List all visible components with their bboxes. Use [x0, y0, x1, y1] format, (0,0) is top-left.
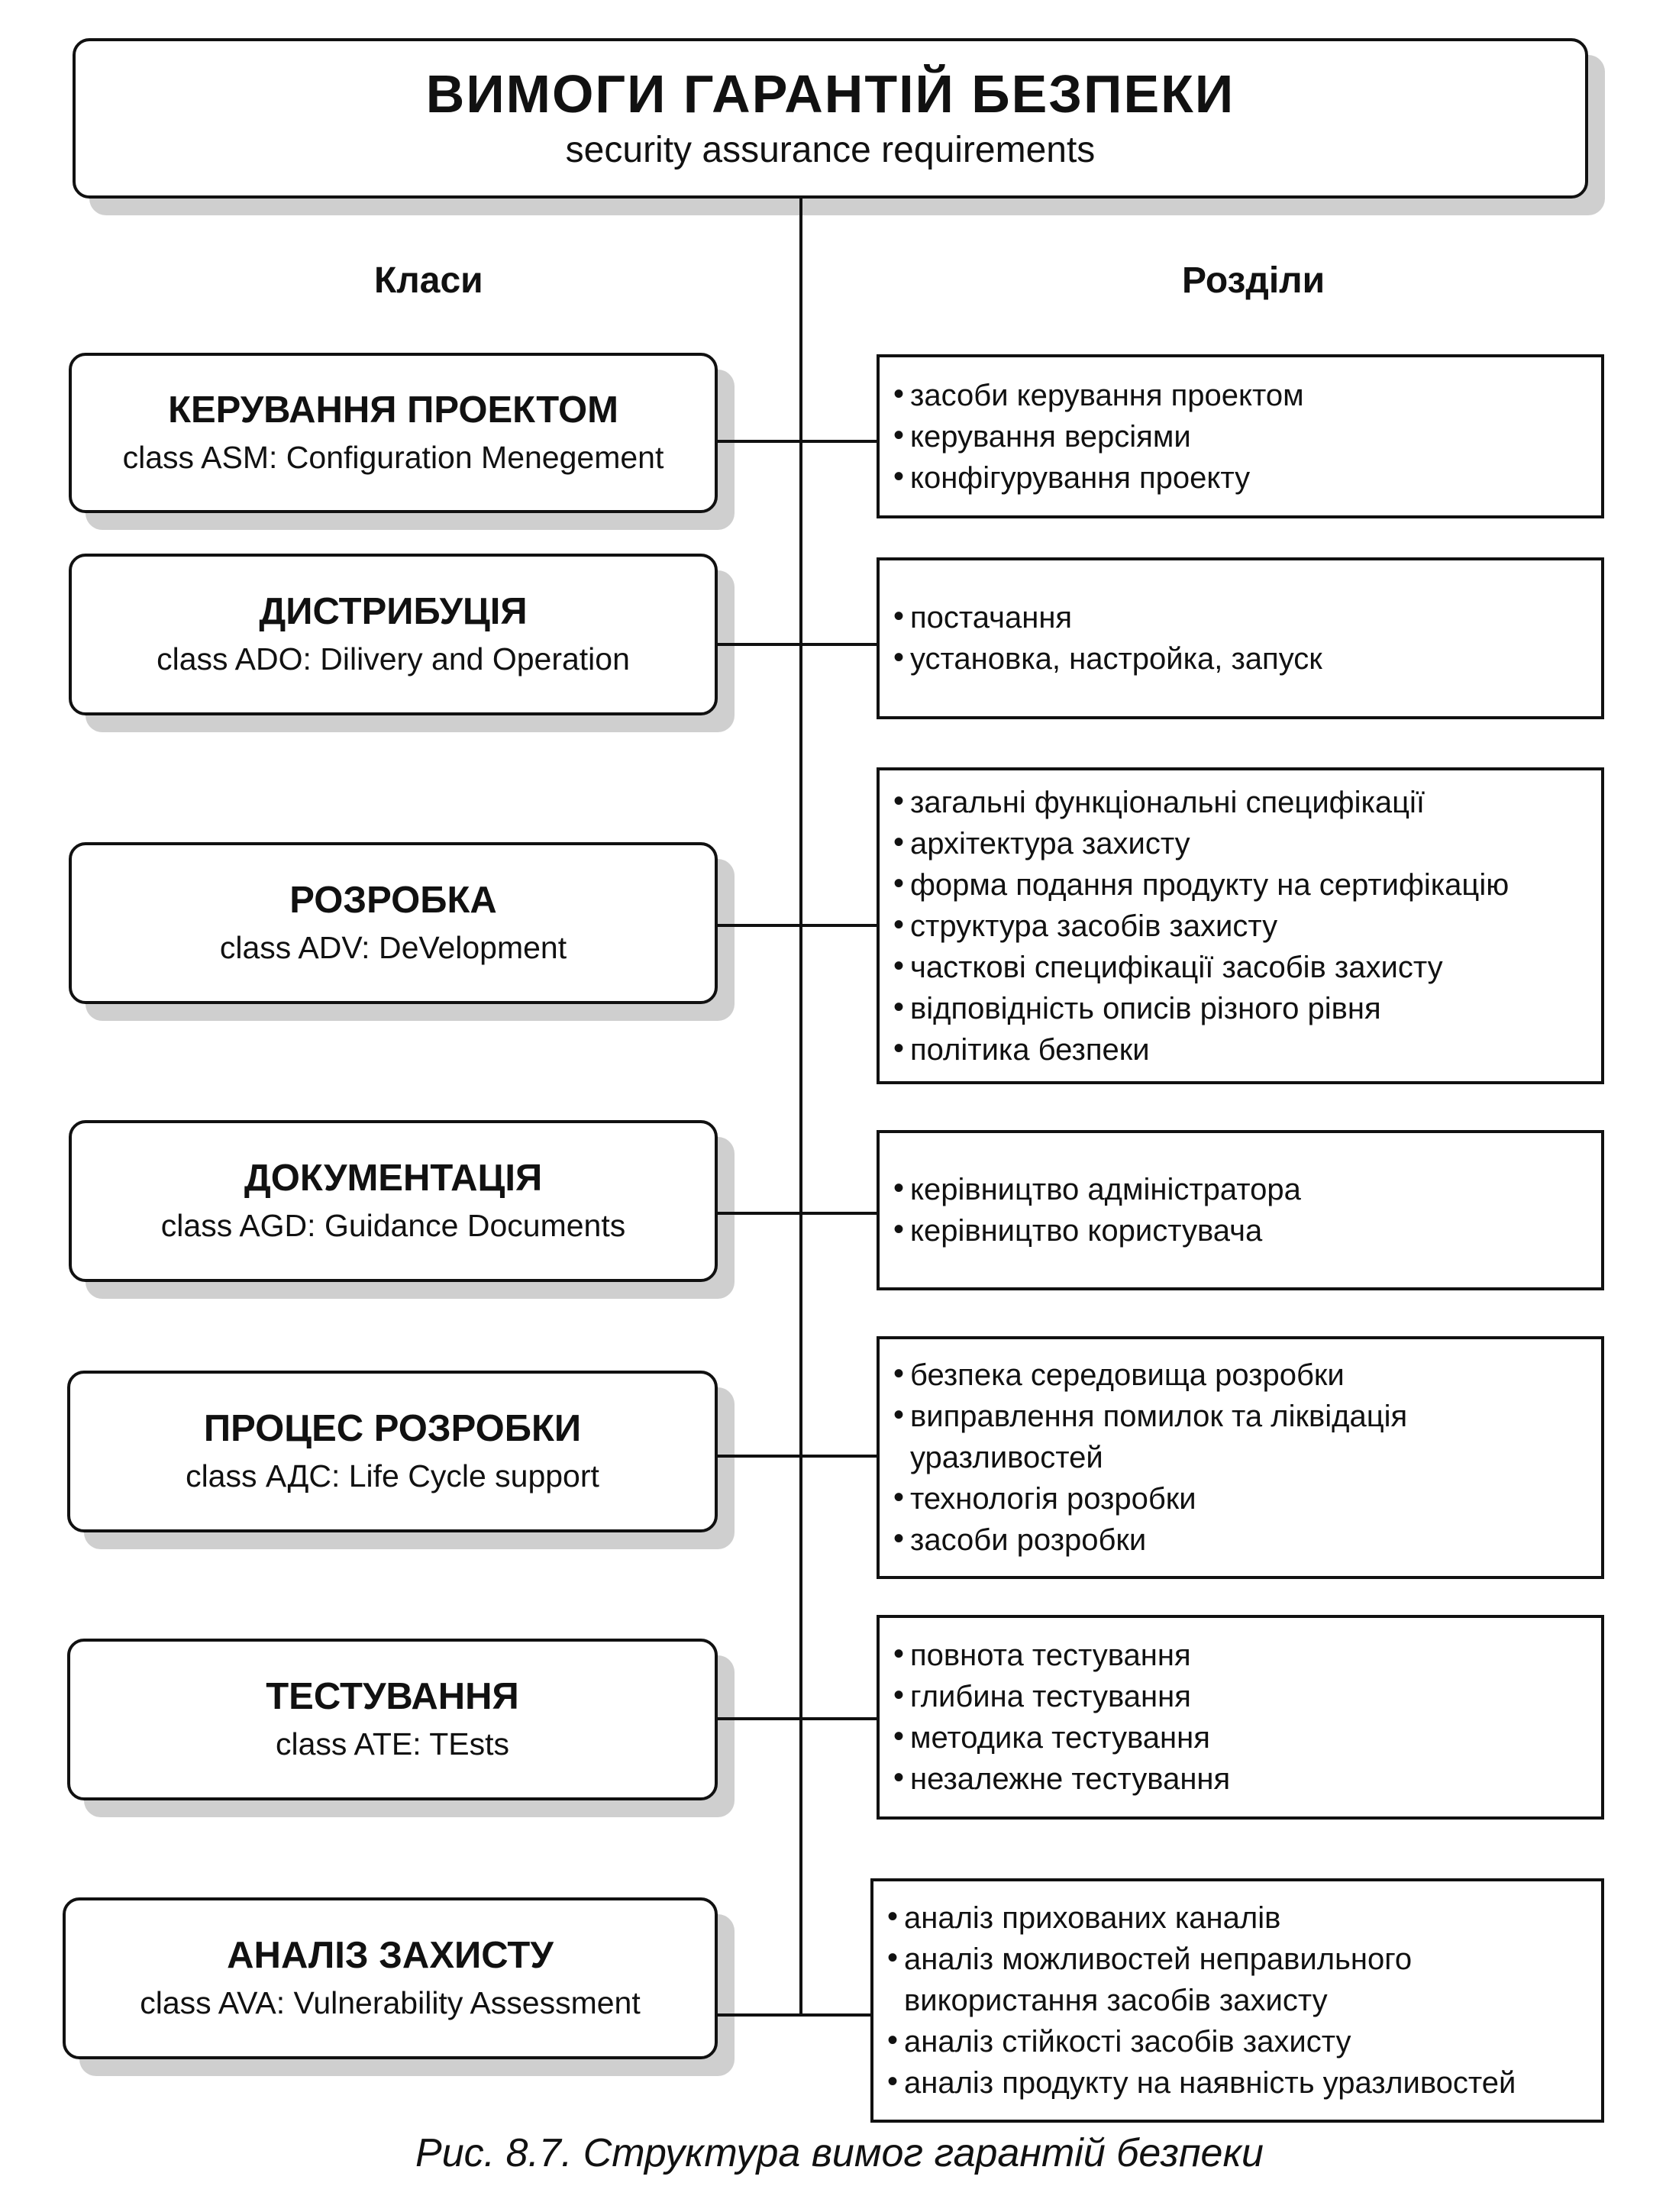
section-item: • аналіз прихованих каналів — [887, 1897, 1593, 1939]
connector-right — [802, 1212, 878, 1215]
class-subtitle: class AVA: Vulnerability Assessment — [140, 1984, 641, 2020]
section-item: • керівництво адміністратора — [893, 1169, 1593, 1210]
section-item: • політика безпеки — [893, 1029, 1593, 1070]
class-subtitle: class ASM: Configuration Menegement — [122, 439, 664, 475]
section-item: • засоби розробки — [893, 1519, 1593, 1561]
section-item: • загальні функціональні специфікації — [893, 782, 1593, 823]
connector-left — [718, 643, 800, 646]
section-item: • керівництво користувача — [893, 1210, 1593, 1251]
class-title: ДОКУМЕНТАЦІЯ — [244, 1158, 543, 1200]
main-title: ВИМОГИ ГАРАНТІЙ БЕЗПЕКИ — [425, 63, 1235, 124]
section-item: • постачання — [893, 597, 1593, 638]
class-title: КЕРУВАННЯ ПРОЕКТОМ — [168, 389, 618, 431]
figure-caption: Рис. 8.7. Структура вимог гарантій безпеки — [415, 2131, 1264, 2175]
connector-right — [802, 1455, 878, 1458]
class-box-ava — [63, 1897, 718, 2059]
sections-box-ate — [877, 1615, 1604, 1820]
sections-list — [893, 1355, 1593, 1561]
connector-right — [802, 2013, 878, 2017]
section-item: • засоби керування проектом — [893, 375, 1593, 416]
trunk-line — [799, 199, 802, 2017]
class-box-alc — [67, 1371, 718, 1532]
class-subtitle: class AGD: Guidance Documents — [160, 1207, 626, 1243]
connector-left — [718, 440, 800, 443]
connector-left — [718, 1717, 800, 1720]
class-title: АНАЛІЗ ЗАХИСТУ — [227, 1935, 554, 1977]
section-item: • глибина тестування — [893, 1676, 1593, 1717]
sections-list — [893, 782, 1593, 1070]
section-item: • виправлення помилок та ліквідація уразливостей — [893, 1396, 1593, 1478]
sections-box-agd — [877, 1130, 1604, 1290]
section-item: • незалежне тестування — [893, 1758, 1593, 1800]
class-box-asm — [69, 353, 718, 513]
section-item: • повнота тестування — [893, 1635, 1593, 1676]
section-item: • технологія розробки — [893, 1478, 1593, 1519]
main-subtitle: security assurance requirements — [565, 129, 1096, 170]
section-item: • конфігурування проекту — [893, 457, 1593, 499]
section-item: • відповідність описів різного рівня — [893, 988, 1593, 1029]
section-item: • методика тестування — [893, 1717, 1593, 1758]
sections-box-ava — [870, 1878, 1604, 2123]
sections-list — [887, 1897, 1593, 2104]
class-subtitle: class АДС: Life Cycle support — [186, 1458, 599, 1494]
connector-left — [718, 1212, 800, 1215]
section-item: • архітектура захисту — [893, 823, 1593, 864]
connector-right — [802, 924, 878, 927]
class-title: ДИСТРИБУЦІЯ — [259, 591, 528, 633]
connector-right — [802, 1717, 878, 1720]
class-title: РОЗРОБКА — [289, 880, 497, 922]
section-item: • структура засобів захисту — [893, 906, 1593, 947]
section-item: • керування версіями — [893, 416, 1593, 457]
class-title: ПРОЦЕС РОЗРОБКИ — [203, 1408, 582, 1450]
section-item: • аналіз продукту на наявність уразливостей — [887, 2062, 1593, 2104]
section-item: • безпека середовища розробки — [893, 1355, 1593, 1396]
sections-list — [893, 375, 1593, 499]
sections-box-alc — [877, 1336, 1604, 1579]
main-title-box — [73, 38, 1588, 199]
connector-right — [802, 440, 878, 443]
sections-list — [893, 597, 1593, 680]
sections-box-ado — [877, 557, 1604, 719]
class-subtitle: class ADO: Dilivery and Operation — [157, 641, 630, 677]
sections-box-adv — [877, 767, 1604, 1084]
section-item: • аналіз стійкості засобів захисту — [887, 2021, 1593, 2062]
class-box-agd — [69, 1120, 718, 1282]
class-box-ado — [69, 554, 718, 715]
section-item: • установка, настройка, запуск — [893, 638, 1593, 680]
class-title: ТЕСТУВАННЯ — [266, 1676, 519, 1718]
section-item: • аналіз можливостей неправильного використання засобів захисту — [887, 1939, 1593, 2021]
class-box-ate — [67, 1639, 718, 1800]
section-item: • часткові специфікації засобів захисту — [893, 947, 1593, 988]
connector-left — [718, 924, 800, 927]
sections-box-asm — [877, 354, 1604, 518]
connector-right — [802, 643, 878, 646]
class-subtitle: class ADV: DeVelopment — [219, 929, 567, 965]
section-item: • форма подання продукту на сертифікацію — [893, 864, 1593, 906]
sections-list — [893, 1169, 1593, 1251]
class-subtitle: class ATE: TEsts — [275, 1726, 510, 1762]
sections-column-heading: Розділи — [1182, 260, 1325, 301]
connector-left — [718, 1455, 800, 1458]
sections-list — [893, 1635, 1593, 1800]
class-box-adv — [69, 842, 718, 1004]
connector-left — [718, 2013, 800, 2017]
classes-column-heading: Класи — [374, 260, 483, 301]
